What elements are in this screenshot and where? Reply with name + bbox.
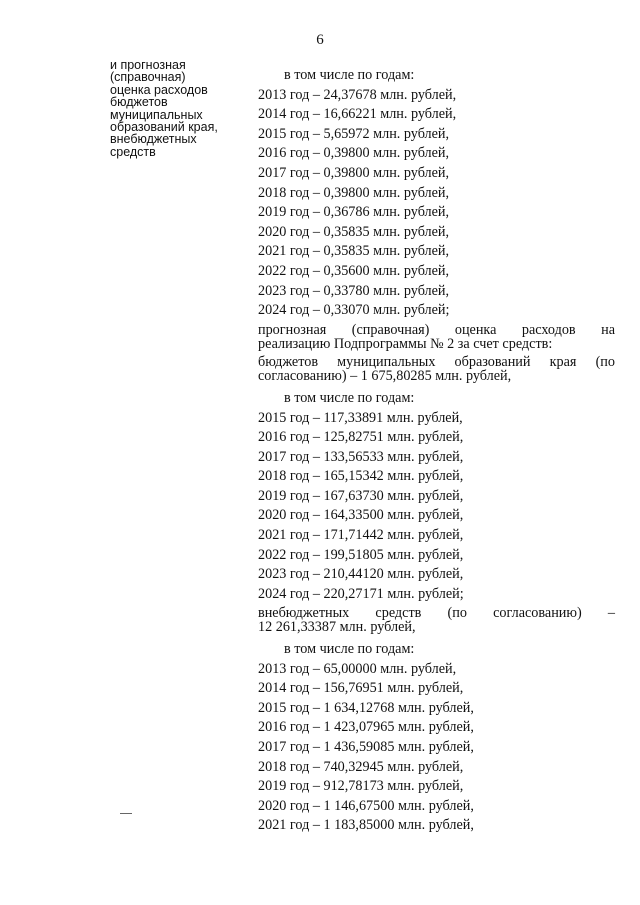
scan-mark [120,813,132,814]
year-amount-line: 2019 год – 912,78173 млн. рублей, [258,778,464,795]
paragraph-line: внебюджетных средств (по согласованию) – [258,605,615,622]
section1-rows [258,86,615,321]
forecast-paragraph [258,321,615,352]
section2-rows [258,409,615,605]
year-amount-line: 2020 год – 164,33500 млн. рублей, [258,507,464,524]
year-amount-line: 2013 год – 65,00000 млн. рублей, [258,660,457,677]
year-amount-line: 2018 год – 0,39800 млн. рублей, [258,184,450,201]
paragraph-line: прогнозная (справочная) оценка расходов на [258,321,615,338]
row-label-line: внебюджетных [110,132,197,147]
municipal-budgets-paragraph [258,356,615,384]
extra-budgetary-paragraph [258,607,615,635]
row-label-line: бюджетов [110,95,168,110]
year-amount-line: 2020 год – 0,35835 млн. рублей, [258,223,450,240]
row-label-line: и прогнозная [110,58,186,72]
row-label-line: оценка расходов [110,82,208,97]
year-amount-line: 2014 год – 156,76951 млн. рублей, [258,680,464,697]
paragraph-line: 12 261,33387 млн. рублей, [258,619,416,636]
section3-intro: в том числе по годам: [284,641,415,658]
year-amount-line: 2014 год – 16,66221 млн. рублей, [258,106,457,123]
year-amount-line: 2017 год – 0,39800 млн. рублей, [258,164,450,181]
year-amount-line: 2019 год – 0,36786 млн. рублей, [258,204,450,221]
year-amount-line: 2015 год – 117,33891 млн. рублей, [258,409,463,426]
year-amount-line: 2021 год – 171,71442 млн. рублей, [258,527,464,544]
year-amount-line: 2019 год – 167,63730 млн. рублей, [258,487,464,504]
year-amount-line: 2016 год – 0,39800 млн. рублей, [258,145,450,162]
page-number: 6 [316,32,324,48]
year-amount-line: 2015 год – 5,65972 млн. рублей, [258,125,450,142]
year-amount-line: 2018 год – 740,32945 млн. рублей, [258,758,464,775]
funding-details-column [258,66,615,836]
year-amount-line: 2024 год – 220,27171 млн. рублей; [258,585,464,602]
row-label-column [110,59,260,158]
year-amount-line: 2024 год – 0,33070 млн. рублей; [258,302,450,319]
year-amount-line: 2016 год – 1 423,07965 млн. рублей, [258,719,474,736]
year-amount-line: 2023 год – 210,44120 млн. рублей, [258,566,464,583]
year-amount-line: 2021 год – 0,35835 млн. рублей, [258,243,450,260]
paragraph-line: бюджетов муниципальных образований края (по [258,354,615,371]
section2-intro: в том числе по годам: [284,389,415,406]
year-amount-line: 2021 год – 1 183,85000 млн. рублей, [258,817,474,834]
year-amount-line: 2013 год – 24,37678 млн. рублей, [258,86,457,103]
section3-rows [258,660,615,836]
year-amount-line: 2017 год – 1 436,59085 млн. рублей, [258,739,474,755]
row-label-line: образований края, [110,120,218,135]
year-amount-line: 2022 год – 0,35600 млн. рублей, [258,262,450,279]
section1-intro: в том числе по годам: [284,67,415,83]
year-amount-line: 2016 год – 125,82751 млн. рублей, [258,429,464,446]
year-amount-line: 2020 год – 1 146,67500 млн. рублей, [258,797,474,814]
year-amount-line: 2017 год – 133,56533 млн. рублей, [258,448,464,465]
row-label-line: (справочная) [110,70,186,85]
paragraph-line: реализацию Подпрограммы № 2 за счет средств: [258,335,553,352]
year-amount-line: 2015 год – 1 634,12768 млн. рублей, [258,699,474,716]
row-label-line: средств [110,144,156,159]
row-label-line: муниципальных [110,107,203,122]
year-amount-line: 2018 год – 165,15342 млн. рублей, [258,468,464,485]
paragraph-line: согласованию) – 1 675,80285 млн. рублей, [258,368,512,385]
year-amount-line: 2022 год – 199,51805 млн. рублей, [258,546,464,563]
year-amount-line: 2023 год – 0,33780 млн. рублей, [258,282,450,299]
